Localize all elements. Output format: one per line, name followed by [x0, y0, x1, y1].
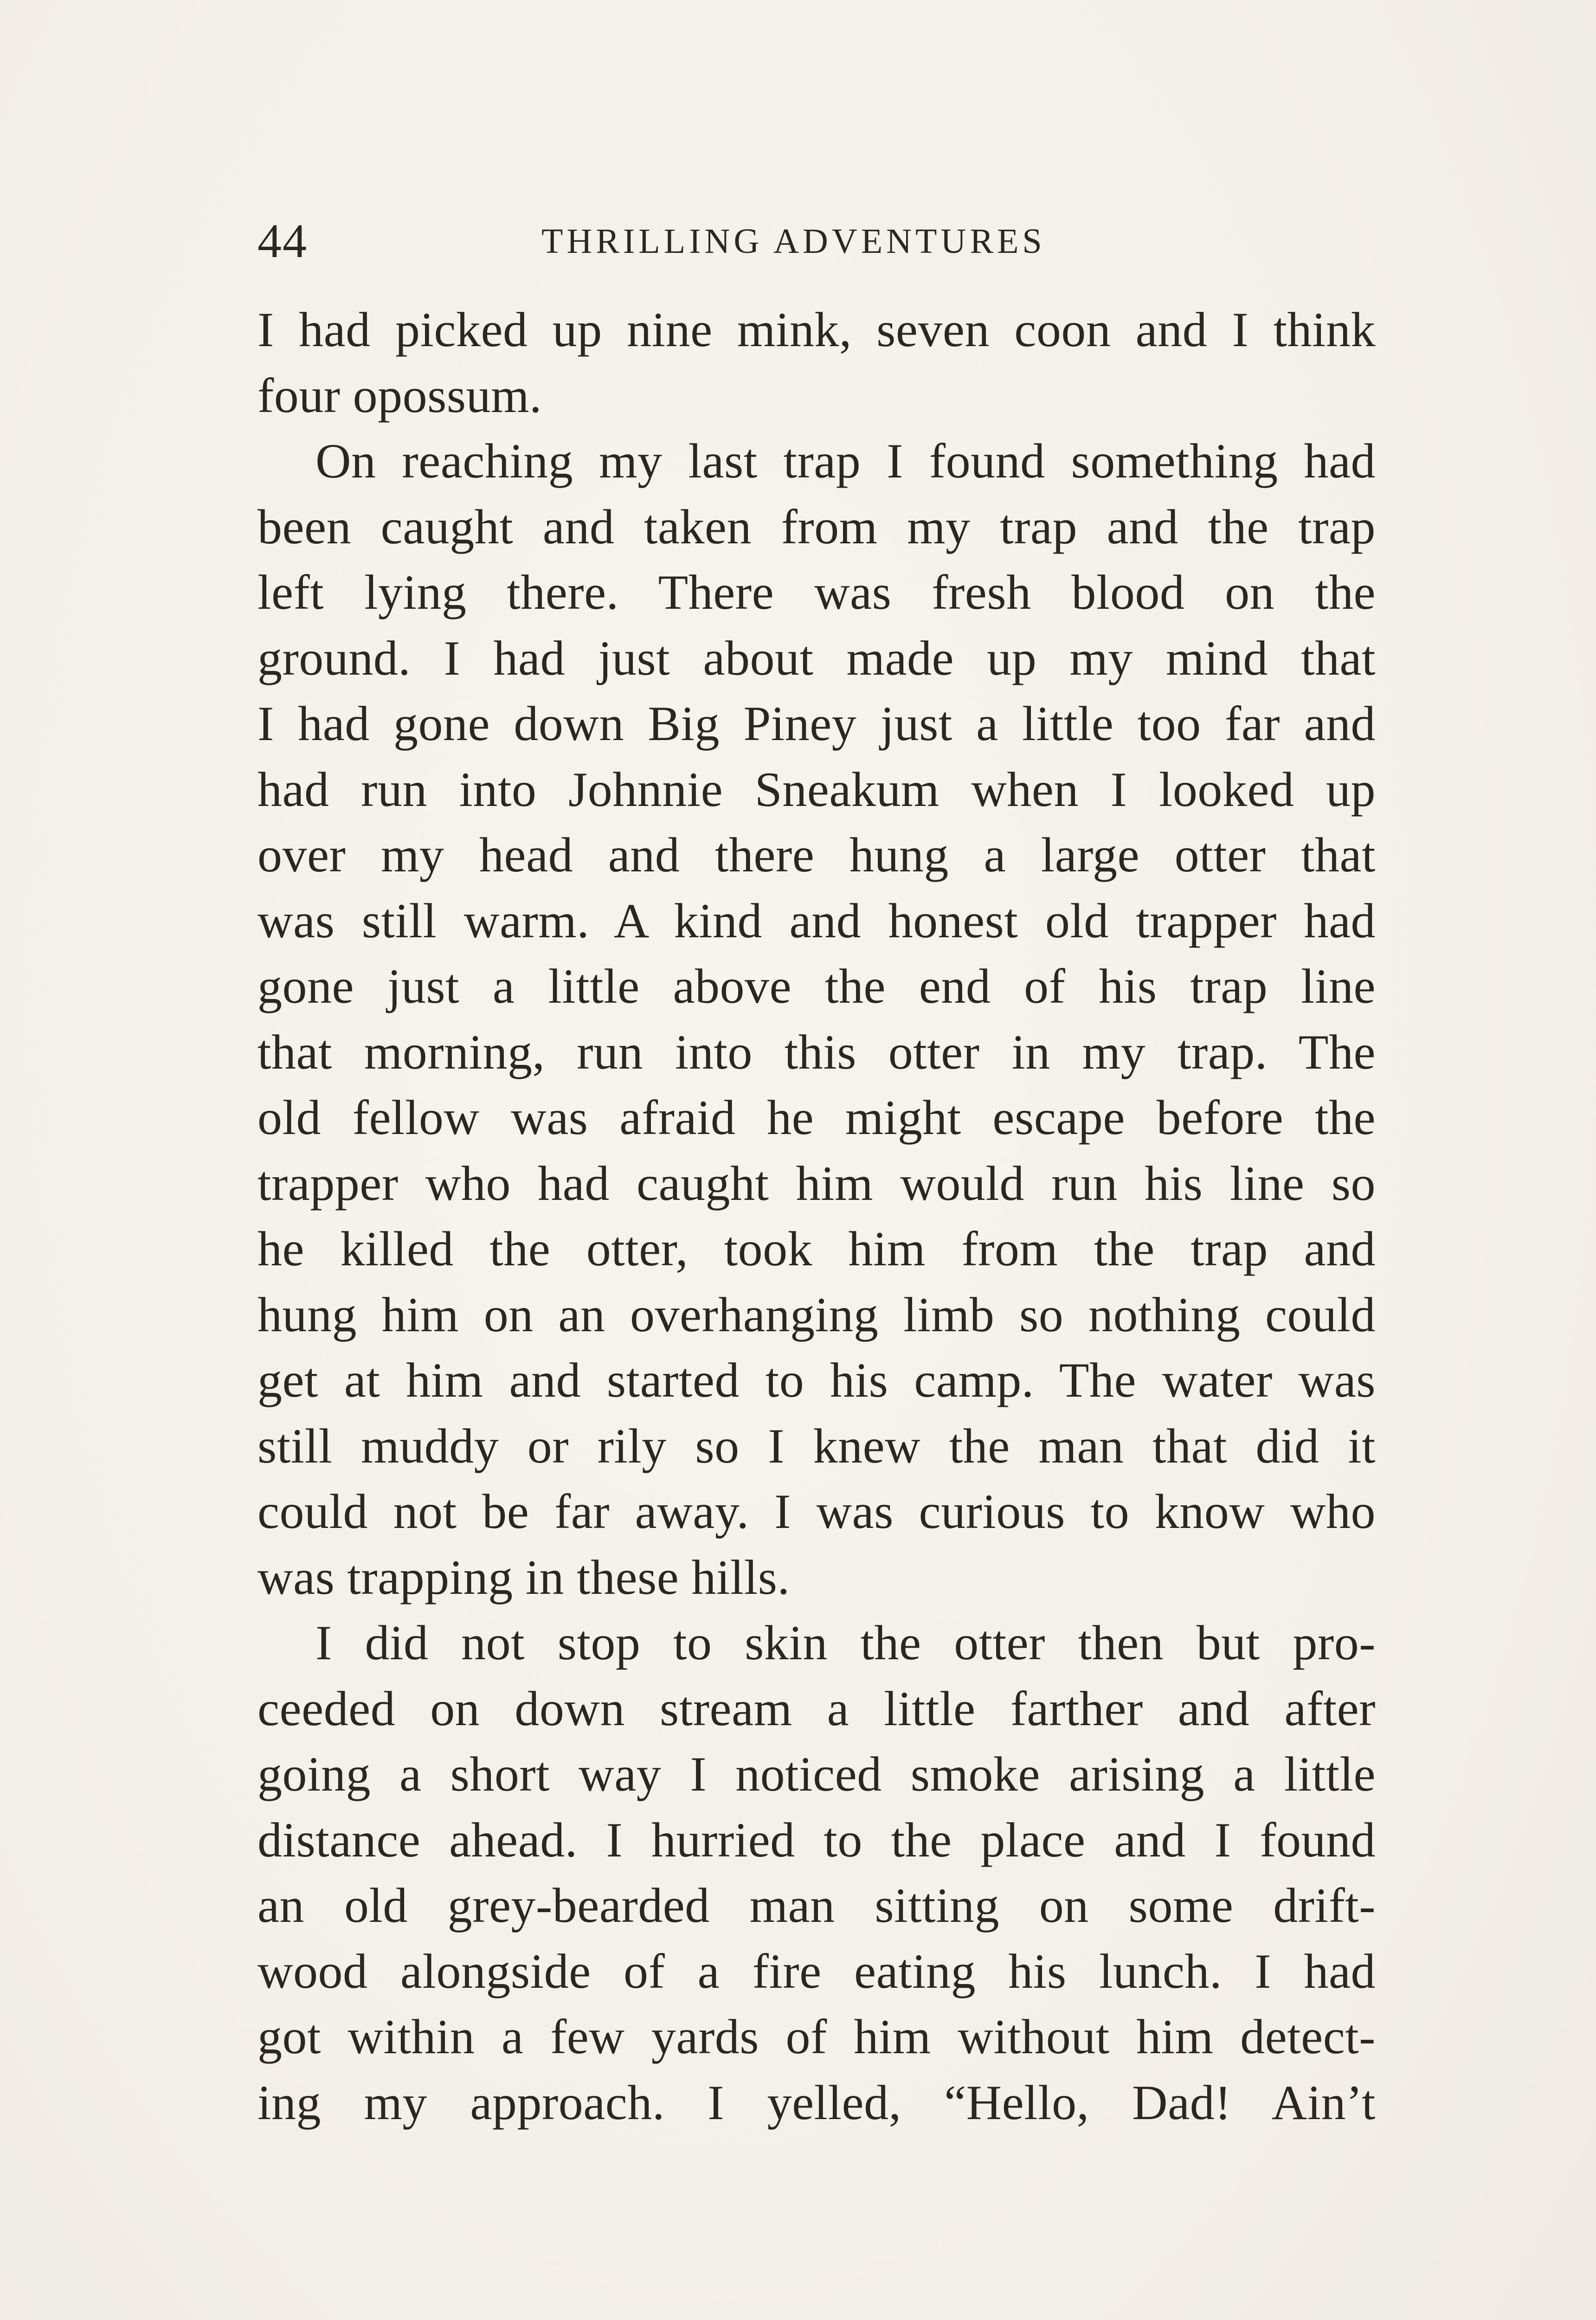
text-line: left lying there. There was fresh blood on the	[257, 565, 1376, 619]
text-line: was trapping in these hills.	[257, 1550, 790, 1605]
text-line: get at him and started to his camp. The water was	[257, 1353, 1376, 1407]
text-line: I had gone down Big Piney just a little too far and	[257, 696, 1376, 751]
text-line: was still warm. A kind and honest old trapper had	[257, 893, 1376, 948]
text-line: trapper who had caught him would run his line so	[257, 1156, 1376, 1211]
text-line: going a short way I noticed smoke arising a little	[257, 1747, 1376, 1801]
text-line: gone just a little above the end of his trap line	[257, 959, 1376, 1013]
text-line: could not be far away. I was curious to know who	[257, 1484, 1376, 1539]
text-line: been caught and taken from my trap and the trap	[257, 499, 1376, 554]
text-line: wood alongside of a fire eating his lunch. I had	[257, 1944, 1376, 1998]
text-line: over my head and there hung a large otter that	[257, 828, 1376, 882]
text-line: got within a few yards of him without him detect-	[257, 2010, 1376, 2064]
text-line: had run into Johnnie Sneakum when I looked up	[257, 762, 1376, 817]
text-line: ing my approach. I yelled, “Hello, Dad! Ain’t	[257, 2075, 1376, 2130]
text-line: that morning, run into this otter in my trap. The	[257, 1025, 1376, 1079]
page-number: 44	[257, 214, 308, 268]
text-line: ceeded on down stream a little farther and after	[257, 1681, 1376, 1736]
text-line: still muddy or rily so I knew the man that did it	[257, 1418, 1376, 1473]
text-line: ground. I had just about made up my mind that	[257, 631, 1376, 685]
text-line: old fellow was afraid he might escape before the	[257, 1090, 1376, 1145]
text-line: distance ahead. I hurried to the place and I found	[257, 1812, 1376, 1867]
text-line: hung him on an overhanging limb so nothing could	[257, 1287, 1376, 1342]
text-line: I did not stop to skin the otter then but pro-	[315, 1616, 1376, 1670]
text-line: On reaching my last trap I found something had	[315, 434, 1376, 488]
text-line: an old grey-bearded man sitting on some drift-	[257, 1878, 1376, 1933]
text-line: four opossum.	[257, 368, 542, 423]
page-header	[257, 211, 1380, 271]
running-title: THRILLING ADVENTURES	[541, 222, 1046, 261]
text-line: I had picked up nine mink, seven coon and I think	[257, 303, 1376, 357]
body-text	[257, 297, 1376, 2135]
text-line: he killed the otter, took him from the trap and	[257, 1222, 1376, 1276]
